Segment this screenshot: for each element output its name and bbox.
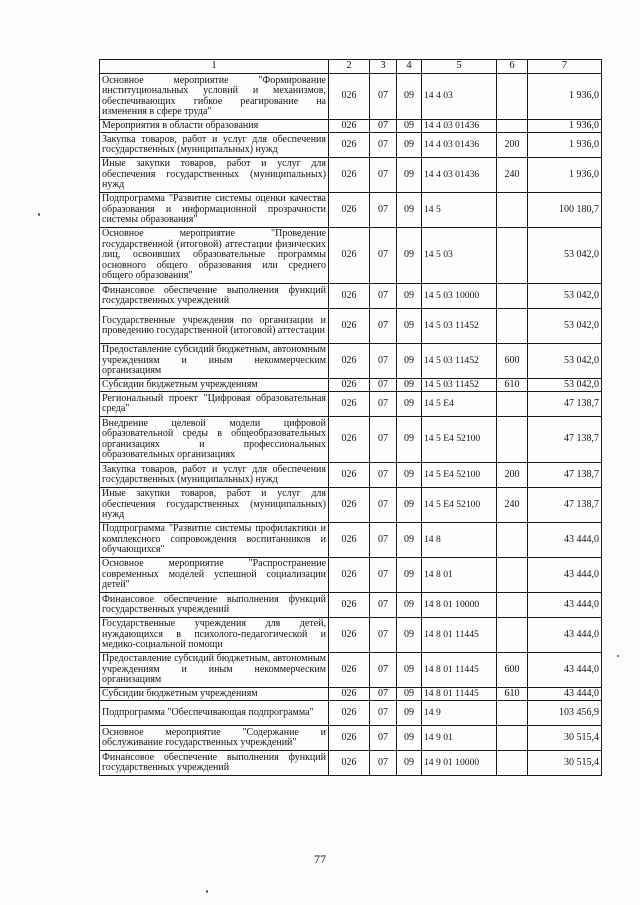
cell-name: Закупка товаров, работ и услуг для обеспечения государственных (муниципальных) нужд [100,133,329,158]
cell-target-article: 14 5 E4 52100 [422,488,497,523]
cell-department: 026 [329,558,370,593]
cell-department: 026 [329,133,370,158]
cell-department: 026 [329,701,370,726]
cell-section: 07 [370,133,397,158]
cell-subsection: 09 [397,558,422,593]
cell-department: 026 [329,726,370,751]
table-row [100,751,602,776]
cell-subsection: 09 [397,158,422,193]
cell-amount: 100 180,7 [528,193,602,228]
cell-amount: 53 042,0 [528,228,602,284]
column-header-5: 5 [422,60,497,74]
column-header-7: 7 [528,60,602,74]
cell-amount: 43 444,0 [528,688,602,701]
table-row [100,523,602,558]
cell-subsection: 09 [397,120,422,133]
cell-department: 026 [329,593,370,618]
cell-name: Мероприятия в области образования [100,120,329,133]
cell-department: 026 [329,751,370,776]
cell-subsection: 09 [397,751,422,776]
cell-name: Региональный проект "Цифровая образовательная среда" [100,392,329,417]
cell-subsection: 09 [397,193,422,228]
budget-table [99,59,602,776]
table-row [100,344,602,379]
table-row [100,228,602,284]
cell-department: 026 [329,523,370,558]
cell-section: 07 [370,726,397,751]
cell-target-article: 14 5 03 10000 [422,284,497,309]
cell-name: Субсидии бюджетным учреждениям [100,379,329,392]
cell-department: 026 [329,344,370,379]
cell-target-article: 14 8 01 [422,558,497,593]
cell-target-article: 14 8 01 10000 [422,593,497,618]
cell-target-article: 14 5 E4 52100 [422,463,497,488]
cell-amount: 1 936,0 [528,158,602,193]
cell-expense-type: 240 [497,158,528,193]
cell-subsection: 09 [397,284,422,309]
cell-section: 07 [370,309,397,344]
cell-target-article: 14 5 03 11452 [422,379,497,392]
cell-expense-type: 600 [497,653,528,688]
cell-expense-type [497,726,528,751]
table-row [100,158,602,193]
cell-section: 07 [370,284,397,309]
cell-name: Подпрограмма "Обеспечивающая подпрограмма" [100,701,329,726]
table-row [100,74,602,120]
cell-name: Финансовое обеспечение выполнения функций государственных учреждений [100,593,329,618]
cell-name: Внедрение целевой модели цифровой образовательной среды в общеобразовательных организациях и профессиональных образовательных организациях [100,417,329,463]
cell-section: 07 [370,701,397,726]
cell-name: Подпрограмма "Развитие системы профилактики и комплексного сопровождения воспитанников и обучающихся" [100,523,329,558]
cell-department: 026 [329,618,370,653]
cell-name: Подпрограмма "Развитие системы оценки качества образования и информационной прозрачности системы образования" [100,193,329,228]
table-row [100,392,602,417]
cell-subsection: 09 [397,726,422,751]
cell-name: Основное мероприятие "Распространение современных моделей успешной социализации детей" [100,558,329,593]
cell-name: Финансовое обеспечение выполнения функций государственных учреждений [100,751,329,776]
table-body [100,74,602,776]
cell-department: 026 [329,120,370,133]
cell-amount: 30 515,4 [528,726,602,751]
cell-department: 026 [329,653,370,688]
cell-department: 026 [329,309,370,344]
cell-target-article: 14 4 03 01436 [422,133,497,158]
cell-expense-type: 610 [497,379,528,392]
cell-section: 07 [370,417,397,463]
cell-expense-type [497,523,528,558]
cell-expense-type [497,228,528,284]
cell-name: Предоставление субсидий бюджетным, автономным учреждениям и иным некоммерческим организациям [100,653,329,688]
cell-subsection: 09 [397,344,422,379]
cell-section: 07 [370,618,397,653]
cell-section: 07 [370,193,397,228]
table-row [100,726,602,751]
cell-expense-type [497,120,528,133]
cell-subsection: 09 [397,74,422,120]
table-row [100,133,602,158]
cell-target-article: 14 5 E4 52100 [422,417,497,463]
cell-target-article: 14 9 01 10000 [422,751,497,776]
table-row [100,463,602,488]
cell-department: 026 [329,193,370,228]
cell-department: 026 [329,688,370,701]
table-row [100,379,602,392]
cell-amount: 1 936,0 [528,133,602,158]
cell-name: Основное мероприятие "Проведение государственной (итоговой) аттестации физических лиц, освоивших образовательные программы основного общего образования или среднего общего образования" [100,228,329,284]
cell-subsection: 09 [397,392,422,417]
cell-amount: 53 042,0 [528,309,602,344]
cell-target-article: 14 5 E4 [422,392,497,417]
scan-speck [38,213,40,216]
cell-subsection: 09 [397,379,422,392]
table-header-row [100,60,602,74]
cell-expense-type: 240 [497,488,528,523]
cell-expense-type [497,558,528,593]
cell-amount: 1 936,0 [528,74,602,120]
table-row [100,120,602,133]
scan-speck [617,655,619,657]
cell-expense-type [497,74,528,120]
cell-name: Финансовое обеспечение выполнения функций государственных учреждений [100,284,329,309]
table-row [100,653,602,688]
cell-expense-type: 600 [497,344,528,379]
cell-name: Основное мероприятие "Формирование институциональных условий и механизмов, обеспечивающих гибкое реагирование на изменения в сфере труда" [100,74,329,120]
scan-speck [206,890,208,893]
cell-target-article: 14 4 03 01436 [422,158,497,193]
cell-section: 07 [370,688,397,701]
table-row [100,417,602,463]
cell-target-article: 14 9 [422,701,497,726]
cell-target-article: 14 9 01 [422,726,497,751]
cell-name: Закупка товаров, работ и услуг для обеспечения государственных (муниципальных) нужд [100,463,329,488]
cell-subsection: 09 [397,309,422,344]
cell-amount: 53 042,0 [528,379,602,392]
cell-section: 07 [370,392,397,417]
column-header-1: 1 [100,60,329,74]
table-row [100,701,602,726]
column-header-2: 2 [329,60,370,74]
cell-section: 07 [370,344,397,379]
table-row [100,284,602,309]
cell-expense-type [497,751,528,776]
cell-subsection: 09 [397,228,422,284]
cell-name: Иные закупки товаров, работ и услуг для обеспечения государственных (муниципальных) нужд [100,488,329,523]
cell-department: 026 [329,228,370,284]
page-number: 77 [314,852,326,866]
cell-expense-type [497,417,528,463]
table-row [100,593,602,618]
cell-subsection: 09 [397,463,422,488]
cell-department: 026 [329,488,370,523]
cell-target-article: 14 8 01 11445 [422,688,497,701]
cell-amount: 53 042,0 [528,344,602,379]
cell-section: 07 [370,488,397,523]
table-row [100,688,602,701]
cell-department: 026 [329,74,370,120]
cell-expense-type [497,593,528,618]
cell-amount: 53 042,0 [528,284,602,309]
cell-subsection: 09 [397,417,422,463]
cell-section: 07 [370,120,397,133]
cell-name: Иные закупки товаров, работ и услуг для обеспечения государственных (муниципальных) нужд [100,158,329,193]
cell-expense-type [497,284,528,309]
column-header-6: 6 [497,60,528,74]
cell-expense-type: 200 [497,463,528,488]
cell-expense-type [497,618,528,653]
table-row [100,309,602,344]
cell-target-article: 14 8 01 11445 [422,618,497,653]
cell-expense-type: 200 [497,133,528,158]
table-row [100,193,602,228]
cell-subsection: 09 [397,593,422,618]
cell-amount: 47 138,7 [528,392,602,417]
cell-amount: 30 515,4 [528,751,602,776]
cell-amount: 1 936,0 [528,120,602,133]
cell-name: Основное мероприятие "Содержание и обслуживание государственных учреждений" [100,726,329,751]
cell-expense-type [497,392,528,417]
cell-department: 026 [329,463,370,488]
table-row [100,488,602,523]
cell-department: 026 [329,284,370,309]
cell-target-article: 14 5 03 11452 [422,309,497,344]
cell-subsection: 09 [397,523,422,558]
cell-amount: 43 444,0 [528,558,602,593]
cell-amount: 47 138,7 [528,463,602,488]
cell-expense-type [497,193,528,228]
cell-target-article: 14 4 03 [422,74,497,120]
table-row [100,618,602,653]
cell-section: 07 [370,558,397,593]
cell-subsection: 09 [397,688,422,701]
cell-department: 026 [329,158,370,193]
cell-name: Государственные учреждения по организации и проведению государственной (итоговой) аттестации [100,309,329,344]
cell-section: 07 [370,74,397,120]
cell-subsection: 09 [397,133,422,158]
cell-section: 07 [370,751,397,776]
cell-subsection: 09 [397,653,422,688]
cell-subsection: 09 [397,618,422,653]
cell-section: 07 [370,653,397,688]
cell-section: 07 [370,379,397,392]
column-header-3: 3 [370,60,397,74]
cell-amount: 43 444,0 [528,618,602,653]
cell-name: Субсидии бюджетным учреждениям [100,688,329,701]
cell-department: 026 [329,417,370,463]
cell-amount: 43 444,0 [528,653,602,688]
cell-target-article: 14 5 03 [422,228,497,284]
cell-subsection: 09 [397,488,422,523]
cell-name: Предоставление субсидий бюджетным, автономным учреждениям и иным некоммерческим организациям [100,344,329,379]
cell-amount: 43 444,0 [528,523,602,558]
cell-section: 07 [370,523,397,558]
cell-department: 026 [329,379,370,392]
cell-target-article: 14 8 01 11445 [422,653,497,688]
cell-amount: 47 138,7 [528,417,602,463]
cell-section: 07 [370,228,397,284]
cell-amount: 103 456,9 [528,701,602,726]
cell-target-article: 14 8 [422,523,497,558]
cell-target-article: 14 5 03 11452 [422,344,497,379]
cell-department: 026 [329,392,370,417]
cell-amount: 43 444,0 [528,593,602,618]
cell-section: 07 [370,463,397,488]
cell-section: 07 [370,158,397,193]
cell-target-article: 14 5 [422,193,497,228]
table-row [100,558,602,593]
column-header-4: 4 [397,60,422,74]
cell-expense-type [497,309,528,344]
cell-target-article: 14 4 03 01436 [422,120,497,133]
cell-amount: 47 138,7 [528,488,602,523]
cell-expense-type: 610 [497,688,528,701]
cell-subsection: 09 [397,701,422,726]
cell-section: 07 [370,593,397,618]
cell-name: Государственные учреждения для детей, нуждающихся в психолого-педагогической и медико-социальной помощи [100,618,329,653]
cell-expense-type [497,701,528,726]
